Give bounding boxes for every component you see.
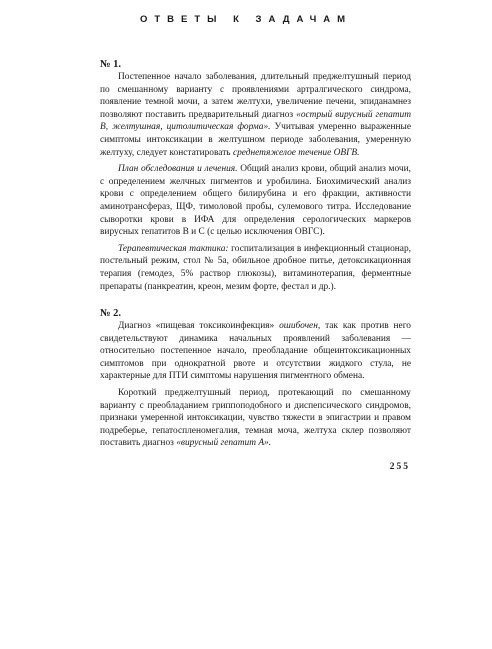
task-2-paragraph-2 xyxy=(100,387,411,450)
task-2-p2-text-a: Короткий преджелтушный период, протекающий по смешанному варианту с преобладанием гриппоподобного и диспепсического синдромов, признаки умеренной интоксикации, чувство тяжести в эпигастрии и правом подреберье, гепатоспленомегалия, темная моча, желтуха склер позволяют поставить диагноз xyxy=(100,388,411,449)
task-1-plan-label: План обследования и лечения. xyxy=(118,164,238,175)
task-1-paragraph-1 xyxy=(100,71,411,159)
running-head: ОТВЕТЫ К ЗАДАЧАМ xyxy=(139,14,353,25)
task-2-diagnosis: «вирусный гепатит А». xyxy=(176,438,272,449)
task-1-therapy-text: госпитализация в инфекционный стационар, постельный режим, стол № 5а, обильное дробное питье, детоксикационная терапия (гемодез, 5% раствор глюкозы), витаминотерапия, ферментные препараты (панкреатин, креон, мезим форте, фестал и др.). xyxy=(100,243,411,292)
task-1-therapy-label: Терапевтическая тактика: xyxy=(118,243,229,254)
task-1-plan-text: Общий анализ крови, общий анализ мочи, с определением желчных пигментов и уробилина. Биохимический анализ крови с определением общего билирубина и его фракции, активности аминотрансфераз, ЩФ, тимоловой пробы, сулемового титра. Исследование сыворотки крови в ИФА для определения серологических маркеров вирусных гепатитов В и С (с целью исключения ОВГС). xyxy=(100,164,411,238)
task-1-paragraph-2 xyxy=(100,163,411,239)
task-1-diagnosis: «острый вирусный гепатит В, желтушная, цитолитическая форма». xyxy=(100,109,411,133)
task-2-wrong: ошибочен xyxy=(279,321,318,332)
section-gap xyxy=(100,297,411,307)
task-1-p1-text-a: Постепенное начало заболевания, длительный преджелтушный период по смешанному варианту с проявлениями артралгического синдрома, появление темной мочи, а затем желтухи, увеличение печени, эпиданамнез позволяют поставить предварительный диагноз xyxy=(100,72,411,120)
page-number: 255 xyxy=(389,462,410,472)
task-2-paragraph-1 xyxy=(100,320,411,383)
task-1-paragraph-3 xyxy=(100,243,411,293)
task-2-p1-text-a: Диагноз «пищевая токсикоинфекция» xyxy=(118,321,280,332)
page-body xyxy=(100,58,411,454)
task-2-number: № 2. xyxy=(100,308,122,320)
task-1-course: среднетяжелое течение ОВГВ. xyxy=(232,147,360,158)
task-1-number: № 1. xyxy=(100,59,122,70)
task-2-p1-text-b: , так как против него свидетельствуют динамика начальных проявлений заболевания — относительно постепенное начало, преобладание общеинтоксикационных симптомов при однократной рвоте и отсутствии жидкого стула, не характерные для ПТИ симптомы нарушения пигментного обмена. xyxy=(100,321,411,382)
task-1-p1-text-b: Учитывая умеренно выраженные симптомы интоксикации в желтушном периоде заболевания, умеренную желтуху, следует констатировать xyxy=(100,122,412,158)
